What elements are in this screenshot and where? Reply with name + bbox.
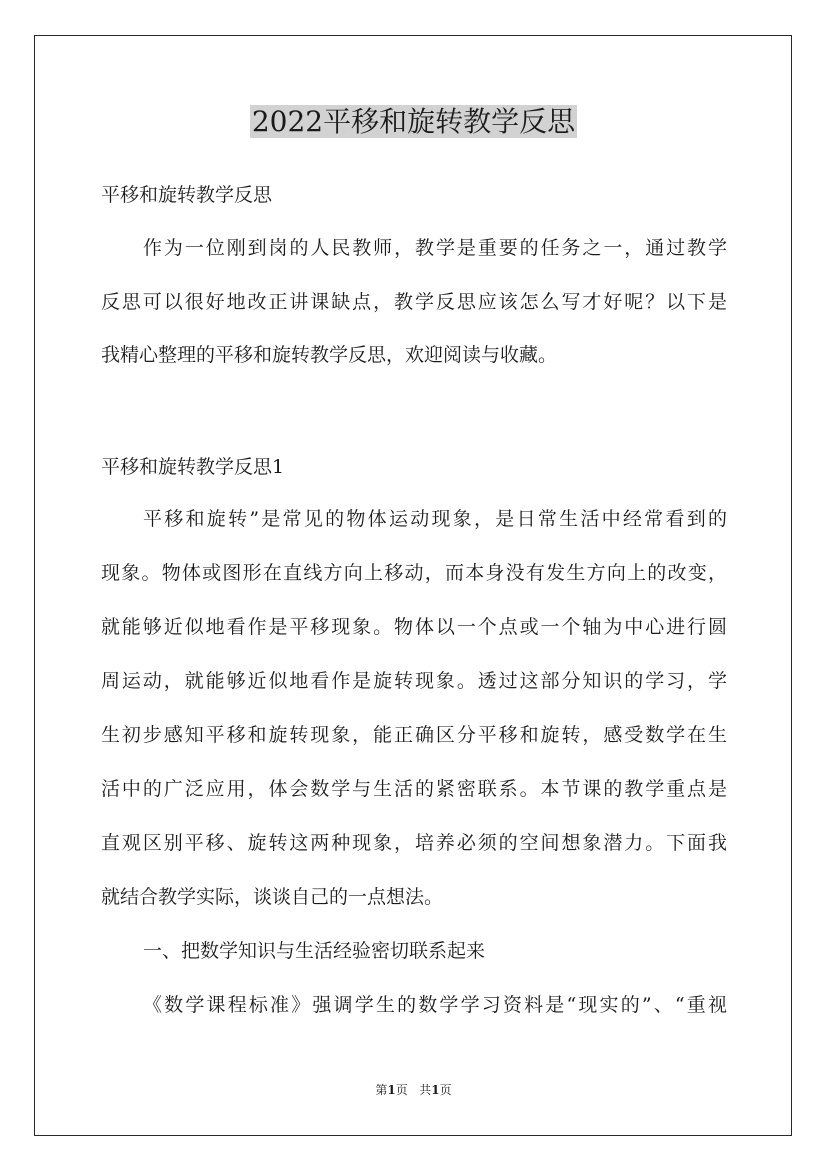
document-title bbox=[0, 102, 827, 142]
paragraph-line: 周运动，就能够近似地看作是旋转现象。透过这部分知识的学习，学 bbox=[101, 670, 727, 692]
footer-total-suffix: 页 bbox=[439, 1083, 452, 1097]
footer-page-suffix: 页 bbox=[395, 1083, 408, 1097]
paragraph-line: 作为一位刚到岗的人民教师，教学是重要的任务之一，通过教学 bbox=[143, 237, 727, 259]
paragraph-line: 直观区别平移、旋转这两种现象，培养必须的空间想象潜力。下面我 bbox=[101, 832, 727, 854]
footer-page-number: 1 bbox=[387, 1083, 396, 1097]
footer-total-number: 1 bbox=[431, 1083, 440, 1097]
paragraph-line: 生初步感知平移和旋转现象，能正确区分平移和旋转，感受数学在生 bbox=[101, 724, 727, 746]
section-heading: 平移和旋转教学反思1 bbox=[101, 456, 285, 478]
paragraph-line: 就能够近似地看作是平移现象。物体以一个点或一个轴为中心进行圆 bbox=[101, 616, 727, 638]
paragraph-line: 就结合教学实际，谈谈自己的一点想法。 bbox=[101, 886, 444, 908]
document-title-text: 2022平移和旋转教学反思 bbox=[251, 105, 576, 138]
footer-total-prefix: 共 bbox=[419, 1083, 432, 1097]
paragraph-line: 我精心整理的平移和旋转教学反思，欢迎阅读与收藏。 bbox=[101, 344, 558, 366]
paragraph-line: 反思可以很好地改正讲课缺点，教学反思应该怎么写才好呢？以下是 bbox=[101, 291, 727, 313]
paragraph-line: 《数学课程标准》强调学生的数学学习资料是“现实的”、“重视 bbox=[143, 994, 727, 1016]
paragraph-line: 活中的广泛应用，体会数学与生活的紧密联系。本节课的教学重点是 bbox=[101, 778, 727, 800]
paragraph-line: 平移和旋转”是常见的物体运动现象，是日常生活中经常看到的 bbox=[143, 508, 727, 530]
subsection-heading: 一、把数学知识与生活经验密切联系起来 bbox=[143, 940, 486, 962]
subheading: 平移和旋转教学反思 bbox=[101, 184, 273, 206]
paragraph-line: 现象。物体或图形在直线方向上移动，而本身没有发生方向上的改变， bbox=[101, 562, 727, 584]
page-footer bbox=[0, 1082, 827, 1098]
footer-page-prefix: 第 bbox=[375, 1083, 388, 1097]
